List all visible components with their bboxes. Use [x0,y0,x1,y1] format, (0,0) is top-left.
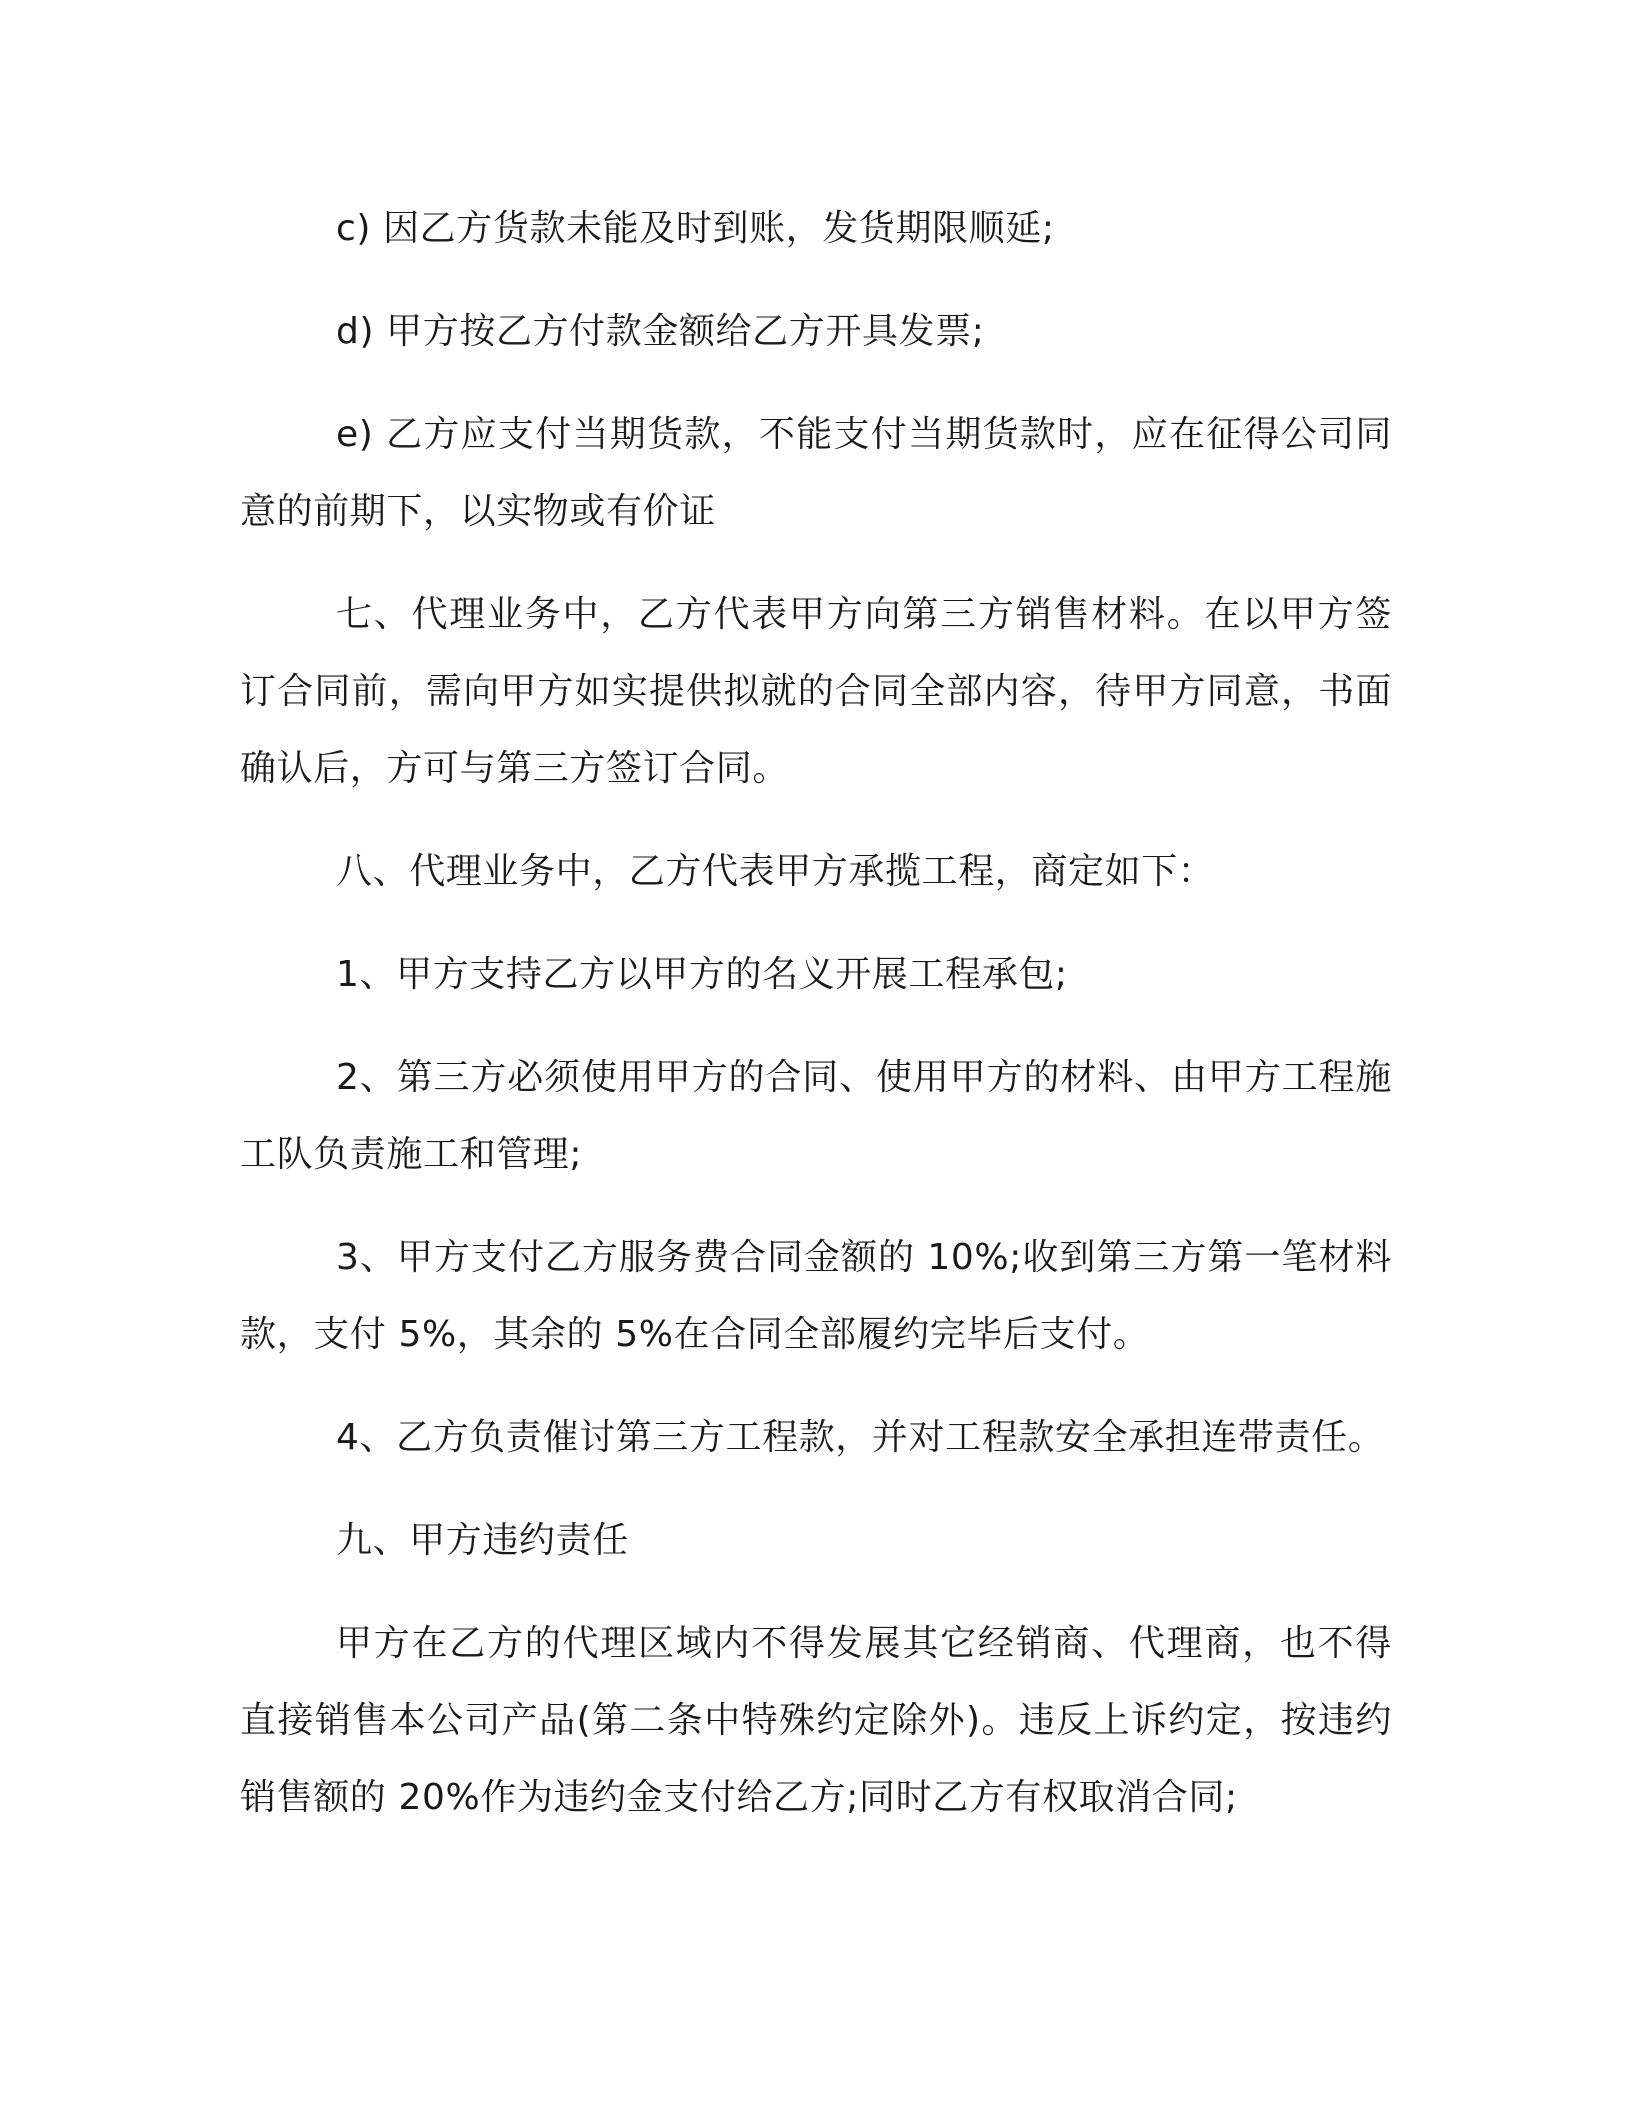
paragraph-clause-e: e) 乙方应支付当期货款，不能支付当期货款时，应在征得公司同意的前期下，以实物或有价证 [240,414,1392,532]
paragraph-clause-c: c) 因乙方货款未能及时到账，发货期限顺延; [336,208,1055,249]
paragraph-article-7: 七、代理业务中，乙方代表甲方向第三方销售材料。在以甲方签订合同前，需向甲方如实提供拟就的合同全部内容，待甲方同意，书面确认后，方可与第三方签订合同。 [240,594,1392,789]
paragraph-item-3: 3、甲方支付乙方服务费合同金额的 10%;收到第三方第一笔材料款，支付 5%，其余的 5%在合同全部履约完毕后支付。 [240,1237,1392,1355]
paragraph-item-4: 4、乙方负责催讨第三方工程款，并对工程款安全承担连带责任。 [336,1417,1385,1458]
document-page [240,190,1392,1836]
paragraph-item-1: 1、甲方支持乙方以甲方的名义开展工程承包; [336,954,1068,995]
paragraph-article-9-heading: 九、甲方违约责任 [336,1520,629,1561]
paragraph-item-2: 2、第三方必须使用甲方的合同、使用甲方的材料、由甲方工程施工队负责施工和管理; [240,1057,1392,1175]
paragraph-clause-d: d) 甲方按乙方付款金额给乙方开具发票; [336,311,985,352]
paragraph-article-9-body: 甲方在乙方的代理区域内不得发展其它经销商、代理商，也不得直接销售本公司产品(第二条中特殊约定除外)。违反上诉约定，按违约销售额的 20%作为违约金支付给乙方;同时乙方有权取消合同; [240,1623,1392,1818]
paragraph-article-8: 八、代理业务中，乙方代表甲方承揽工程，商定如下： [336,851,1215,892]
